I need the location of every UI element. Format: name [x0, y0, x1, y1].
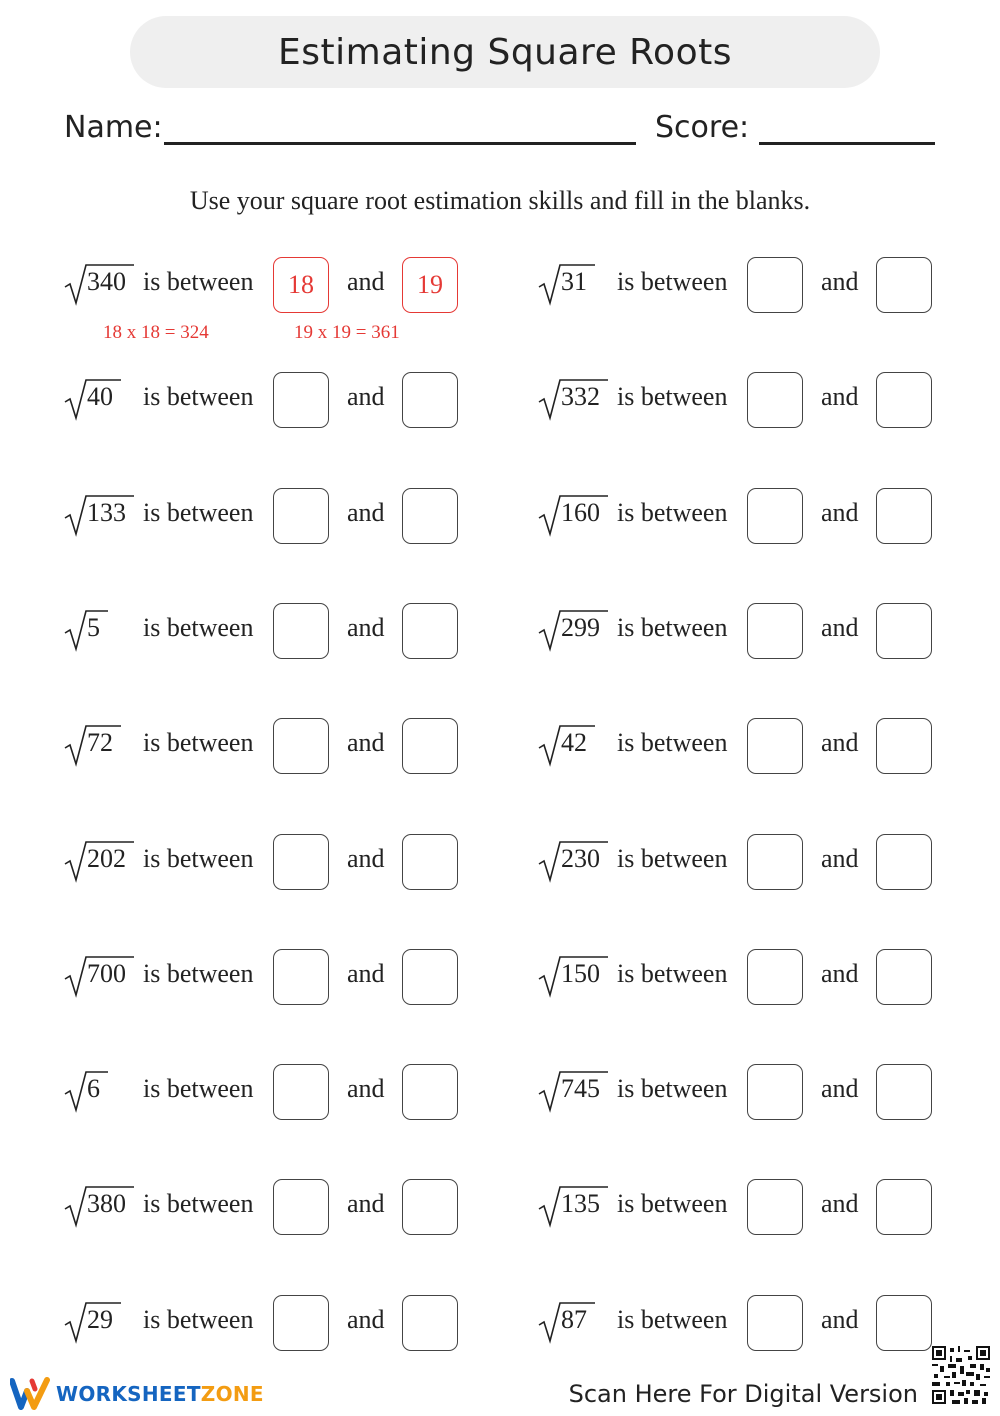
radicand: 299	[561, 613, 600, 642]
lower-bound-box[interactable]	[747, 1179, 803, 1235]
scan-caption: Scan Here For Digital Version	[568, 1380, 918, 1408]
lower-bound-box[interactable]	[747, 1295, 803, 1351]
upper-bound-box[interactable]	[876, 257, 932, 313]
problem-row	[539, 603, 979, 663]
radicand: 5	[87, 613, 100, 642]
problem-row	[539, 257, 979, 317]
between-text: is between	[617, 844, 728, 873]
work-note-lower: 18 x 18 = 324	[103, 322, 209, 343]
radicand: 340	[87, 267, 126, 296]
upper-bound-box[interactable]	[876, 372, 932, 428]
and-text: and	[821, 728, 859, 757]
upper-bound-box[interactable]	[876, 949, 932, 1005]
and-text: and	[347, 1305, 385, 1334]
problem-row	[539, 949, 979, 1009]
problem-row	[65, 1179, 505, 1239]
upper-bound-box[interactable]	[876, 718, 932, 774]
brand-name	[56, 1382, 264, 1406]
name-field[interactable]	[164, 142, 636, 145]
name-label: Name:	[64, 110, 163, 145]
problem-row	[539, 488, 979, 548]
between-text: is between	[617, 1305, 728, 1334]
between-text: is between	[143, 613, 254, 642]
lower-bound-box[interactable]	[747, 488, 803, 544]
between-text: is between	[617, 498, 728, 527]
brand-logo	[10, 1376, 264, 1412]
radicand: 31	[561, 267, 587, 296]
between-text: is between	[143, 498, 254, 527]
and-text: and	[821, 1305, 859, 1334]
problem-row	[65, 257, 505, 343]
lower-bound-box[interactable]	[273, 1295, 329, 1351]
between-text: is between	[617, 613, 728, 642]
lower-bound-box[interactable]	[747, 1064, 803, 1120]
and-text: and	[821, 267, 859, 296]
problem-row	[539, 372, 979, 432]
lower-bound-box[interactable]	[273, 603, 329, 659]
problem-row	[539, 1179, 979, 1239]
between-text: is between	[617, 728, 728, 757]
lower-bound-box[interactable]	[273, 372, 329, 428]
problem-row	[65, 372, 505, 432]
lower-bound-box[interactable]	[747, 603, 803, 659]
upper-bound-box[interactable]	[876, 488, 932, 544]
lower-bound-box[interactable]	[273, 834, 329, 890]
between-text: is between	[143, 959, 254, 988]
and-text: and	[347, 844, 385, 873]
between-text: is between	[143, 382, 254, 411]
radicand: 6	[87, 1074, 100, 1103]
lower-bound-box[interactable]	[273, 1064, 329, 1120]
lower-bound-box[interactable]	[273, 1179, 329, 1235]
between-text: is between	[617, 382, 728, 411]
between-text: is between	[617, 959, 728, 988]
lower-bound-box[interactable]	[747, 949, 803, 1005]
problem-row	[539, 1295, 979, 1355]
and-text: and	[347, 728, 385, 757]
upper-bound-box[interactable]	[402, 949, 458, 1005]
problem-row	[65, 603, 505, 663]
upper-bound-box[interactable]	[402, 1179, 458, 1235]
title-banner	[130, 16, 880, 88]
upper-bound-box[interactable]	[402, 603, 458, 659]
between-text: is between	[617, 1074, 728, 1103]
radicand: 230	[561, 844, 600, 873]
lower-bound-box[interactable]	[273, 488, 329, 544]
radicand: 332	[561, 382, 600, 411]
and-text: and	[821, 382, 859, 411]
lower-bound-box[interactable]	[747, 834, 803, 890]
and-text: and	[821, 959, 859, 988]
upper-bound-box[interactable]	[876, 1295, 932, 1351]
between-text: is between	[143, 728, 254, 757]
lower-bound-box[interactable]	[747, 372, 803, 428]
upper-bound-box[interactable]	[876, 1179, 932, 1235]
problem-row	[65, 1295, 505, 1355]
upper-bound-box[interactable]	[876, 603, 932, 659]
worksheetzone-logo-icon	[10, 1377, 50, 1411]
upper-bound-box[interactable]	[402, 718, 458, 774]
upper-bound-box[interactable]	[876, 834, 932, 890]
between-text: is between	[143, 1074, 254, 1103]
between-text: is between	[617, 1189, 728, 1218]
radicand: 700	[87, 959, 126, 988]
and-text: and	[347, 267, 385, 296]
upper-bound-box[interactable]	[876, 1064, 932, 1120]
radicand: 202	[87, 844, 126, 873]
radicand: 72	[87, 728, 113, 757]
radicand: 135	[561, 1189, 600, 1218]
radicand: 29	[87, 1305, 113, 1334]
and-text: and	[821, 844, 859, 873]
between-text: is between	[143, 1189, 254, 1218]
problem-row	[65, 949, 505, 1009]
radicand: 40	[87, 382, 113, 411]
problem-row	[65, 834, 505, 894]
lower-bound-box[interactable]	[747, 257, 803, 313]
radicand: 380	[87, 1189, 126, 1218]
upper-bound-box[interactable]	[402, 488, 458, 544]
score-label: Score:	[655, 110, 750, 145]
radicand: 160	[561, 498, 600, 527]
upper-bound-box[interactable]	[402, 372, 458, 428]
lower-bound-box[interactable]: 18	[273, 257, 329, 313]
problem-row	[65, 1064, 505, 1124]
score-field[interactable]	[759, 142, 935, 145]
and-text: and	[347, 1189, 385, 1218]
radicand: 745	[561, 1074, 600, 1103]
problem-row	[65, 718, 505, 778]
upper-bound-box[interactable]	[402, 834, 458, 890]
and-text: and	[821, 613, 859, 642]
problem-row	[65, 488, 505, 548]
page-title: Estimating Square Roots	[278, 31, 732, 73]
and-text: and	[821, 1074, 859, 1103]
brand-name-part2: ZONE	[200, 1382, 264, 1406]
problem-row	[539, 718, 979, 778]
radicand: 150	[561, 959, 600, 988]
and-text: and	[347, 382, 385, 411]
between-text: is between	[143, 1305, 254, 1334]
qr-code-icon[interactable]	[932, 1346, 990, 1404]
and-text: and	[821, 1189, 859, 1218]
and-text: and	[347, 1074, 385, 1103]
and-text: and	[347, 498, 385, 527]
lower-bound-box[interactable]	[747, 718, 803, 774]
lower-bound-box[interactable]	[273, 949, 329, 1005]
problem-row	[539, 1064, 979, 1124]
brand-name-part1: WORKSHEET	[56, 1382, 201, 1406]
instructions: Use your square root estimation skills and fill in the blanks.	[189, 186, 811, 215]
between-text: is between	[143, 267, 254, 296]
upper-bound-box[interactable]: 19	[402, 257, 458, 313]
and-text: and	[347, 959, 385, 988]
radicand: 133	[87, 498, 126, 527]
radicand: 42	[561, 728, 587, 757]
between-text: is between	[143, 844, 254, 873]
lower-bound-box[interactable]	[273, 718, 329, 774]
and-text: and	[347, 613, 385, 642]
upper-bound-box[interactable]	[402, 1064, 458, 1120]
between-text: is between	[617, 267, 728, 296]
and-text: and	[821, 498, 859, 527]
work-note-upper: 19 x 19 = 361	[294, 322, 400, 343]
problem-row	[539, 834, 979, 894]
radicand: 87	[561, 1305, 587, 1334]
upper-bound-box[interactable]	[402, 1295, 458, 1351]
